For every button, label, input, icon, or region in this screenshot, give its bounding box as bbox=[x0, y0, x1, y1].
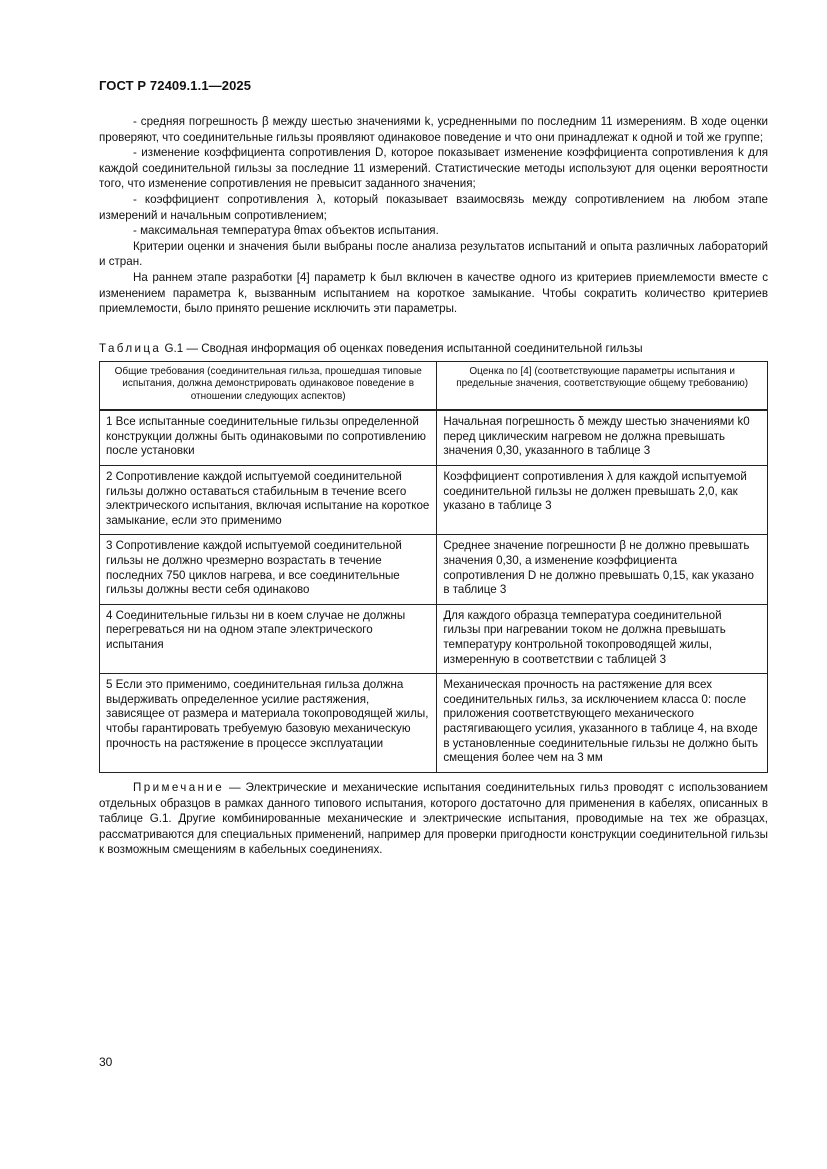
page-number: 30 bbox=[99, 1055, 113, 1069]
paragraph: - коэффициент сопротивления λ, который показывает взаимосвязь между сопротивлением на любом этапе измерений и начальным сопротивлением; bbox=[99, 192, 768, 222]
table-note bbox=[99, 780, 768, 858]
table-cell: Механическая прочность на растяжение для всех соединительных гильз, за исключением класса 0: после приложения соответствующего механического растягивающего усилия, указанного в таблице 4, на входе в установленные соединительные гильзы не должно быть смещения более чем на 3 мм bbox=[437, 674, 768, 773]
table-cell: 5 Если это применимо, соединительная гильза должна выдерживать определенное усилие растяжения, зависящее от размера и материала токопроводящей жилы, чтобы гарантировать требуемую базовую механическую прочность на растяжение в процессе эксплуатации bbox=[100, 674, 437, 773]
paragraph: - средняя погрешность β между шестью значениями k, усредненными по последним 11 измерениям. В ходе оценки проверяют, что соединительные гильзы проявляют одинаковое поведение и что они принадлежат к одной и той же группе; bbox=[99, 115, 768, 144]
table-cell: Начальная погрешность δ между шестью значениями k0 перед циклическим нагревом не должна превышать значения 0,30, указанного в таблице 3 bbox=[437, 410, 768, 465]
table-cell: 2 Сопротивление каждой испытуемой соединительной гильзы должно оставаться стабильным в течение всего электрического испытания, включая испытание на короткое замыкание, если это применимо bbox=[100, 466, 437, 535]
paragraph: - максимальная температура θmax объектов испытания. bbox=[133, 224, 439, 238]
note-text: — Электрические и механические испытания соединительных гильз проводят с использованием отдельных образцов в рамках данного типового испытания, которого достаточно для применения в кабелях, описанных в таблице G.1. Другие комбинированные механические и электрические испытания, проводимые на тех же образцах, рассматриваются для специальных применений, например для проверки пригодности конструкции соединительной гильзы к возможным смещениям в кабельных соединениях. bbox=[99, 781, 768, 857]
paragraph: Критерии оценки и значения были выбраны после анализа результатов испытаний и опыта различных лабораторий и стран. bbox=[99, 239, 768, 269]
note-label: Примечание bbox=[133, 781, 225, 794]
table-cell: Коэффициент сопротивления λ для каждой испытуемой соединительной гильзы не должен превышать 2,0, как указано в таблице 3 bbox=[437, 466, 768, 535]
table-cell: 4 Соединительные гильзы ни в коем случае не должны перегреваться ни на одном этапе электрического испытания bbox=[100, 604, 437, 673]
table-row bbox=[100, 604, 768, 673]
note-paragraph bbox=[99, 780, 768, 858]
column-header-requirements: Общие требования (соединительная гильза, прошедшая типовые испытания, должна демонстрировать одинаковое поведение в отношении следующих аспектов) bbox=[100, 362, 437, 411]
table-row bbox=[100, 535, 768, 604]
table-cell: Для каждого образца температура соединительной гильзы при нагревании током не должна превышать температуру контрольной токопроводящей жилы, измеренную в соответствии с таблицей 3 bbox=[437, 604, 768, 673]
table-header-row bbox=[100, 362, 768, 411]
paragraph: На раннем этапе разработки [4] параметр k был включен в качестве одного из критериев приемлемости вместе с изменением параметра k, вызванным испытанием на короткое замыкание. Чтобы сократить количество критериев приемлемости, было принято решение исключить эти параметры. bbox=[99, 270, 768, 316]
table-caption-text: G.1 — Сводная информация об оценках поведения испытанной соединительной гильзы bbox=[164, 342, 643, 355]
table-cell: 1 Все испытанные соединительные гильзы определенной конструкции должны быть одинаковыми по сопротивлению после установки bbox=[100, 410, 437, 465]
table-cell: Среднее значение погрешности β не должно превышать значения 0,30, а изменение коэффициента сопротивления D не должно превышать 0,15, как указано в таблице 3 bbox=[437, 535, 768, 604]
table-cell: 3 Сопротивление каждой испытуемой соединительной гильзы не должно чрезмерно возрастать в течение последних 750 циклов нагрева, и все соединительные гильзы должны вести себя одинаково bbox=[100, 535, 437, 604]
column-header-evaluation: Оценка по [4] (соответствующие параметры испытания и предельные значения, соответствующие общему требованию) bbox=[437, 362, 768, 411]
body-text bbox=[99, 114, 768, 317]
summary-table bbox=[99, 361, 768, 773]
table-row bbox=[100, 410, 768, 465]
table-row bbox=[100, 674, 768, 773]
document-header: ГОСТ Р 72409.1.1—2025 bbox=[99, 78, 252, 93]
table-caption-label: Таблица bbox=[99, 342, 162, 355]
table-caption bbox=[99, 342, 643, 355]
table-row bbox=[100, 466, 768, 535]
paragraph: - изменение коэффициента сопротивления D, которое показывает изменение коэффициента сопротивления k для каждой соединительной гильзы за последние 11 измерений. Статистические методы используют для оценки вероятности того, что изменение сопротивления не превысит заданного значения; bbox=[99, 146, 768, 191]
